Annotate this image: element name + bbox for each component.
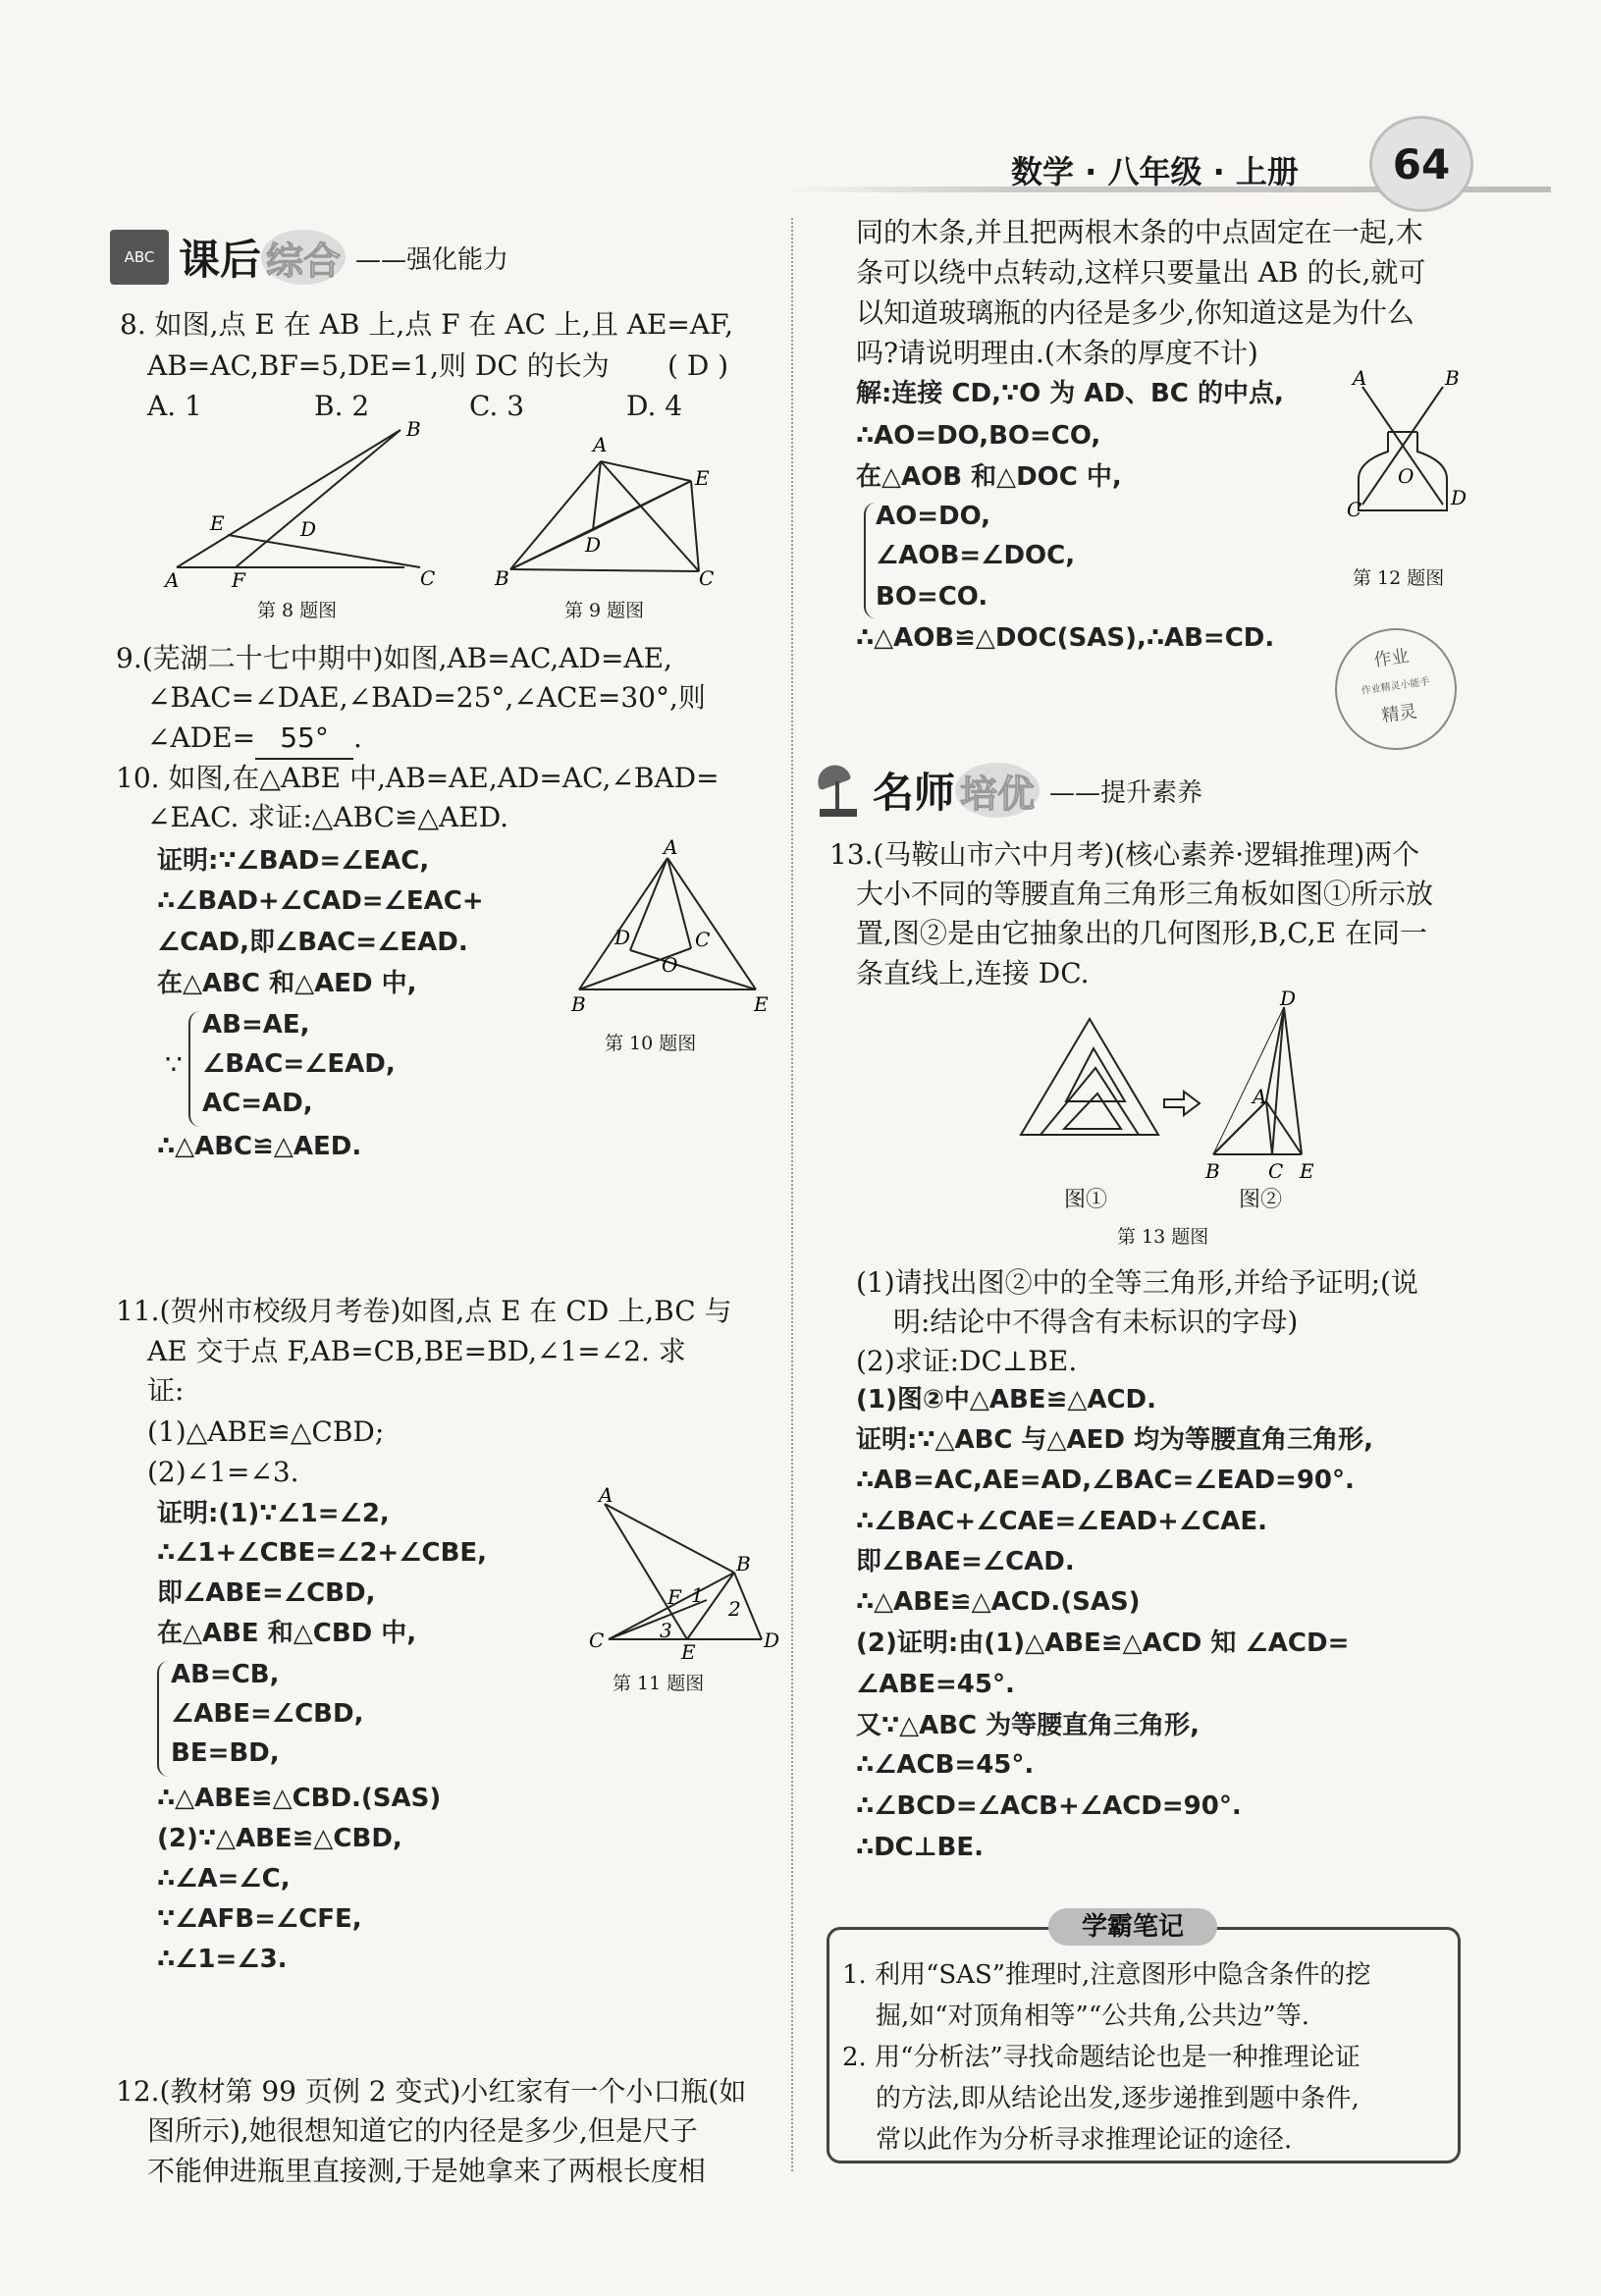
note-line-5: 常以此作为分析寻求推理论证的途径. — [876, 2125, 1293, 2155]
q10-sys-1: AB=AE, — [202, 1010, 310, 1040]
q10-sys-3: AC=AD, — [202, 1089, 313, 1118]
svg-text:E: E — [1300, 1159, 1314, 1183]
svg-text:C: C — [1347, 498, 1362, 521]
book-title: 数学 · 八年级 · 上册 — [1011, 153, 1299, 190]
q11-sol2-1: ∴△ABE≌△CBD.(SAS) — [157, 1784, 442, 1813]
q13-sol-12: ∴DC⊥BE. — [856, 1833, 984, 1862]
svg-text:C: C — [695, 928, 711, 951]
svg-text:C: C — [589, 1629, 605, 1652]
q11-sol-1: 证明:(1)∵∠1=∠2, — [157, 1499, 390, 1528]
q8-option-d: D. 4 — [626, 390, 683, 422]
column-divider — [791, 218, 793, 2171]
svg-text:A: A — [593, 433, 608, 456]
svg-text:E: E — [754, 992, 769, 1016]
q11-sol-3: 即∠ABE=∠CBD, — [157, 1578, 376, 1608]
q8-option-c: C. 3 — [469, 390, 525, 422]
q13-sol-7: (2)证明:由(1)△ABE≌△ACD 知 ∠ACD= — [856, 1629, 1350, 1658]
q13-line4: 条直线上,连接 DC. — [856, 957, 1090, 989]
q13-sol-1: (1)图②中△ABE≌△ACD. — [856, 1385, 1157, 1415]
q11-sol2-2: (2)∵△ABE≌△CBD, — [157, 1824, 402, 1853]
q13-line1: 13.(马鞍山市六中月考)(核心素养·逻辑推理)两个 — [829, 838, 1420, 871]
svg-text:C: C — [1268, 1159, 1284, 1183]
svg-text:D: D — [1280, 987, 1297, 1010]
q12-line7: 吗?请说明理由.(木条的厚度不计) — [856, 337, 1258, 369]
book-icon: ABC — [110, 230, 169, 285]
q11-sys-1: AB=CB, — [171, 1660, 280, 1689]
q11-sol-4: 在△ABE 和△CBD 中, — [157, 1619, 417, 1648]
svg-text:E: E — [695, 466, 710, 490]
q10-conclusion: ∴△ABC≌△AED. — [157, 1132, 362, 1161]
lamp-icon — [810, 762, 867, 819]
q13-sol-8: ∠ABE=45°. — [856, 1670, 1015, 1699]
svg-text:2: 2 — [728, 1597, 741, 1621]
note-line-1: 1. 利用“SAS”推理时,注意图形中隐含条件的挖 — [842, 1960, 1371, 1990]
svg-text:B: B — [406, 417, 421, 441]
svg-text:B: B — [736, 1552, 751, 1575]
q8-answer: ( D ) — [667, 349, 729, 382]
q11-sol2-5: ∴∠1=∠3. — [157, 1945, 288, 1974]
q11-brace — [157, 1661, 169, 1777]
section-subtitle: ——强化能力 — [355, 244, 509, 275]
q13-sol-6: ∴△ABE≌△ACD.(SAS) — [856, 1587, 1141, 1617]
q11-sol-2: ∴∠1+∠CBE=∠2+∠CBE, — [157, 1538, 488, 1568]
q8-option-a: A. 1 — [147, 390, 202, 422]
q12-line6: 以知道玻璃瓶的内径是多少,你知道这是为什么 — [856, 296, 1414, 329]
q12-line4: 同的木条,并且把两根木条的中点固定在一起,木 — [856, 216, 1423, 248]
q13-sol-2: 证明:∵△ABC 与△AED 均为等腰直角三角形, — [856, 1425, 1373, 1455]
svg-text:A: A — [1253, 1085, 1267, 1108]
q13-fig-label-1: 图① — [1064, 1188, 1108, 1212]
section-title: 名师 — [873, 769, 956, 817]
svg-text:O: O — [1398, 464, 1414, 488]
svg-text:A: A — [664, 835, 678, 859]
q12-sol-2: ∴AO=DO,BO=CO, — [856, 421, 1101, 451]
q10-caption: 第 10 题图 — [605, 1033, 697, 1054]
q11-line3: 证: — [147, 1374, 185, 1407]
svg-text:D: D — [614, 926, 631, 949]
svg-text:B: B — [495, 566, 509, 590]
q9-line1: 9.(芜湖二十七中期中)如图,AB=AC,AD=AE, — [116, 642, 672, 674]
svg-text:A: A — [1353, 366, 1367, 390]
figure-q12 — [1345, 366, 1482, 521]
q12-sol-3: 在△AOB 和△DOC 中, — [856, 462, 1122, 492]
q12-sys-2: ∠AOB=∠DOC, — [876, 541, 1076, 570]
q13-sol-3: ∴AB=AC,AE=AD,∠BAC=∠EAD=90°. — [856, 1466, 1355, 1495]
figure-q11 — [569, 1483, 785, 1664]
section-title: 课后 — [179, 236, 262, 284]
note-line-4: 的方法,即从结论出发,逐步递推到题中条件, — [876, 2084, 1360, 2113]
q13-part-2: 明:结论中不得含有未标识的字母) — [893, 1306, 1299, 1338]
q11-sol2-3: ∴∠A=∠C, — [157, 1864, 291, 1894]
figure-q10 — [569, 835, 785, 1019]
svg-text:D: D — [764, 1629, 780, 1652]
svg-text:D: D — [1451, 486, 1468, 509]
q10-sol-3: ∠CAD,即∠BAC=∠EAD. — [157, 928, 468, 957]
q10-sol-4: 在△ABC 和△AED 中, — [157, 969, 417, 998]
svg-text:3: 3 — [660, 1619, 672, 1642]
svg-text:D: D — [585, 533, 602, 557]
q8-line2: AB=AC,BF=5,DE=1,则 DC 的长为 — [147, 349, 610, 382]
q12-line1: 12.(教材第 99 页例 2 变式)小红家有一个小口瓶(如 — [116, 2075, 747, 2108]
q11-line2: AE 交于点 F,AB=CB,BE=BD,∠1=∠2. 求 — [147, 1335, 686, 1367]
q13-fig-label-2: 图② — [1239, 1188, 1283, 1212]
q11-sys-3: BE=BD, — [171, 1738, 280, 1768]
q13-sol-11: ∴∠BCD=∠ACB+∠ACD=90°. — [856, 1791, 1242, 1821]
because-mark: ∵ — [165, 1048, 183, 1081]
svg-text:1: 1 — [691, 1583, 704, 1607]
svg-text:A: A — [165, 568, 180, 592]
q8-caption: 第 8 题图 — [257, 600, 338, 621]
q12-sys-3: BO=CO. — [876, 582, 988, 612]
page-number: 64 — [1392, 139, 1451, 188]
section-after-class — [110, 228, 508, 287]
q11-sys-2: ∠ABE=∠CBD, — [171, 1699, 364, 1729]
svg-text:B: B — [571, 992, 586, 1016]
q8-option-b: B. 2 — [314, 390, 370, 422]
q12-brace — [864, 503, 876, 618]
section-subtitle: ——提升素养 — [1049, 777, 1203, 808]
q13-line2: 大小不同的等腰直角三角形三角板如图①所示放 — [856, 878, 1434, 910]
svg-text:D: D — [300, 517, 317, 541]
figure-q9 — [491, 422, 736, 589]
q8-line1: 8. 如图,点 E 在 AB 上,点 F 在 AC 上,且 AE=AF, — [120, 308, 734, 341]
q13-sol-4: ∴∠BAC+∠CAE=∠EAD+∠CAE. — [856, 1507, 1267, 1536]
q13-line3: 置,图②是由它抽象出的几何图形,B,C,E 在同一 — [856, 917, 1427, 949]
q13-caption: 第 13 题图 — [1117, 1226, 1209, 1248]
q11-caption: 第 11 题图 — [613, 1673, 705, 1694]
q10-brace — [188, 1011, 200, 1127]
q10-line2: ∠EAC. 求证:△ABC≌△AED. — [147, 801, 509, 833]
svg-text:F: F — [232, 568, 245, 592]
svg-text:A: A — [599, 1483, 614, 1507]
section-badge: 综合 — [261, 230, 346, 285]
svg-text:E: E — [210, 511, 225, 535]
q9-caption: 第 9 题图 — [564, 600, 645, 621]
q10-line1: 10. 如图,在△ABE 中,AB=AE,AD=AC,∠BAD= — [116, 762, 720, 794]
q13-sol-10: ∴∠ACB=45°. — [856, 1750, 1035, 1780]
notes-tag: 学霸笔记 — [1048, 1908, 1217, 1946]
svg-text:B: B — [1445, 366, 1460, 390]
q12-line5: 条可以绕中点转动,这样只要量出 AB 的长,就可 — [856, 256, 1426, 289]
note-line-2: 掘,如“对顶角相等”“公共角,公共边”等. — [876, 2002, 1309, 2031]
q9-line3: ∠ADE= 55° . — [147, 718, 362, 760]
svg-text:B: B — [1205, 1159, 1220, 1183]
note-line-3: 2. 用“分析法”寻找命题结论也是一种推理论证 — [842, 2043, 1361, 2072]
svg-text:F: F — [667, 1585, 681, 1609]
q11-sol2-4: ∵∠AFB=∠CFE, — [157, 1904, 362, 1934]
figure-q8 — [157, 417, 461, 592]
q11-line1: 11.(贺州市校级月考卷)如图,点 E 在 CD 上,BC 与 — [116, 1295, 732, 1327]
svg-text:O: O — [662, 953, 678, 977]
q12-caption: 第 12 题图 — [1353, 567, 1445, 589]
figure-q13 — [1011, 987, 1325, 1188]
q11-line4: (1)△ABE≌△CBD; — [147, 1415, 385, 1448]
svg-text:E: E — [681, 1640, 696, 1664]
q13-sol-5: 即∠BAE=∠CAD. — [856, 1547, 1075, 1576]
q9-answer: 55° — [255, 718, 353, 760]
section-teacher — [810, 761, 1202, 820]
q13-sol-9: 又∵△ABC 为等腰直角三角形, — [856, 1711, 1201, 1740]
svg-text:C: C — [699, 566, 715, 590]
q11-line5: (2)∠1=∠3. — [147, 1456, 299, 1488]
q12-line3: 不能伸进瓶里直接测,于是她拿来了两根长度相 — [147, 2155, 706, 2187]
svg-text:C: C — [420, 566, 436, 590]
q9-line2: ∠BAC=∠DAE,∠BAD=25°,∠ACE=30°,则 — [147, 681, 706, 714]
q12-sys-1: AO=DO, — [876, 502, 990, 531]
q12-conclusion: ∴△AOB≌△DOC(SAS),∴AB=CD. — [856, 623, 1275, 653]
q12-sol-1: 解:连接 CD,∵O 为 AD、BC 的中点, — [856, 379, 1284, 408]
q10-sys-2: ∠BAC=∠EAD, — [202, 1049, 396, 1079]
page-number-badge — [1369, 116, 1473, 212]
q10-sol-1: 证明:∵∠BAD=∠EAC, — [157, 846, 430, 876]
q10-sol-2: ∴∠BAD+∠CAD=∠EAC+ — [157, 886, 484, 916]
section-badge: 培优 — [955, 763, 1040, 818]
q13-part-1: (1)请找出图②中的全等三角形,并给予证明;(说 — [856, 1266, 1418, 1299]
q13-part-3: (2)求证:DC⊥BE. — [856, 1345, 1078, 1377]
q12-line2: 图所示),她很想知道它的内径是多少,但是尺子 — [147, 2114, 698, 2147]
stamp-logo: 作业 作业精灵小能手 精灵 — [1327, 620, 1465, 758]
